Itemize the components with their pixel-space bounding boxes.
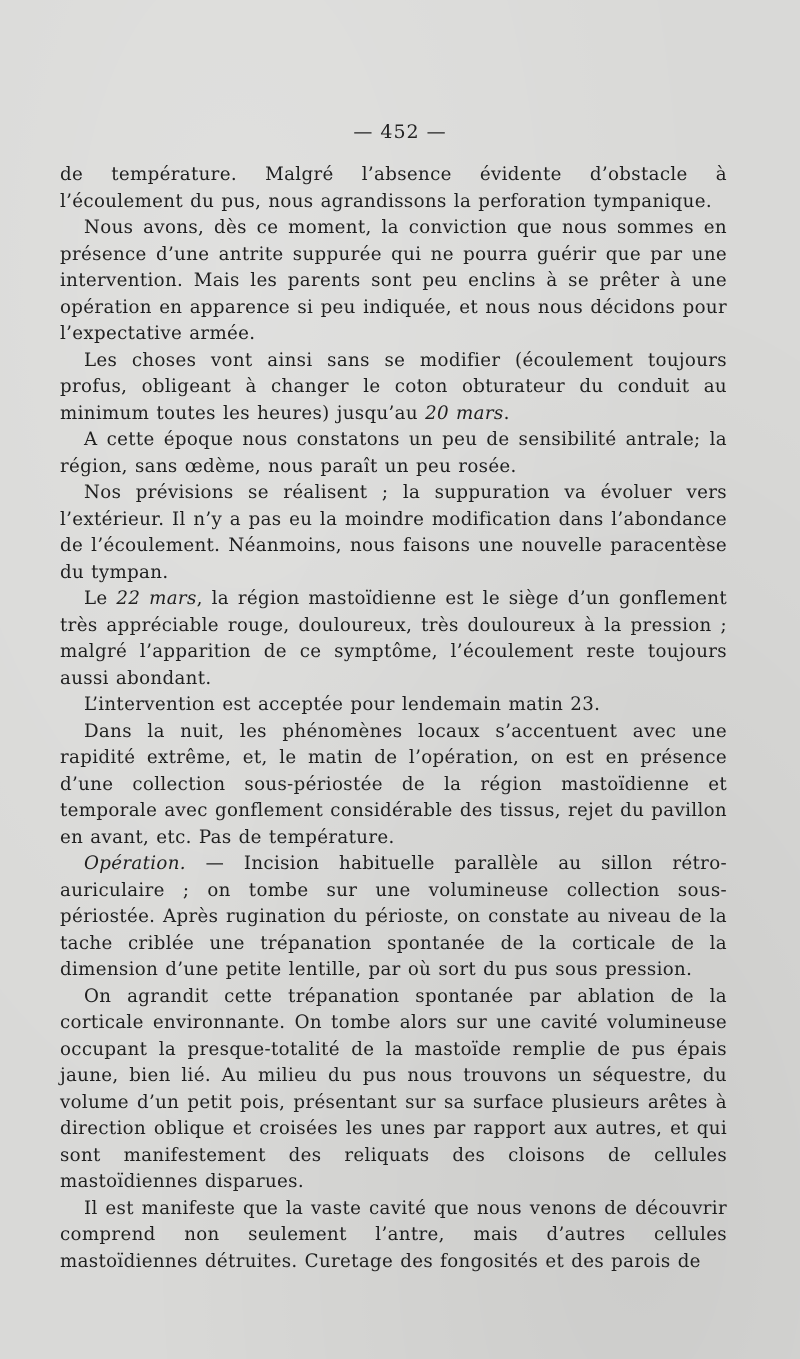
- paragraph-10: On agrandit cette trépanation spontanée par ablation de la corticale environnante. On tombe alors sur une cavité volumineuse occupant la presque-totalité de la mastoïde remplie de pus épais jaune, bien lié. Au milieu du pus nous trouvons un séquestre, du volume d’un petit pois, présentant sur sa surface plusieurs arêtes à direction oblique et croisées les unes par rapport aux autres, et qui sont manifestement des reliquats des cloisons de cellules mastoïdiennes disparues.: [60, 985, 727, 1192]
- page-number: — 452 —: [353, 121, 447, 143]
- paragraph-3-end: .: [503, 402, 510, 424]
- paragraph-6: [60, 586, 727, 692]
- operation-label: Opération.: [84, 853, 186, 874]
- paragraph-8: Dans la nuit, les phénomènes locaux s’accentuent avec une rapidité extrême, et, le matin de l’opération, on est en présence d’une collection sous-périostée de la région mastoïdienne et temporale avec gonflement considérable des tissus, rejet du pavillon en avant, etc. Pas de température.: [60, 720, 727, 848]
- paragraph-3: [60, 348, 727, 428]
- paragraph-1: de température. Malgré l’absence évidente d’obstacle à l’écoulement du pus, nous agrandissons la perforation tympanique.: [60, 164, 727, 212]
- paragraph-7: L’intervention est acceptée pour lendemain matin 23.: [84, 694, 601, 715]
- date-22-mars: 22 mars: [116, 588, 197, 609]
- date-20-mars: 20 mars: [425, 402, 504, 424]
- body-text: [60, 162, 727, 1275]
- paragraph-9: [60, 851, 727, 984]
- paragraph-5: Nos prévisions se réalisent ; la suppuration va évoluer vers l’extérieur. Il n’y a pas eu la moindre modification dans l’abondance de l’écoulement. Néanmoins, nous faisons une nouvelle paracentèse du tympan.: [60, 482, 727, 583]
- paragraph-6-text: , la région mastoïdienne est le siège d’un gonflement très appréciable rouge, douloureux, très douloureux à la pression ; malgré l’apparition de ce symptôme, l’écoulement reste toujours aussi abondant.: [60, 588, 727, 689]
- paragraph-9-text: — Incision habituelle parallèle au sillon rétro-auriculaire ; on tombe sur une volumineuse collection sous-périostée. Après rugination du périoste, on constate au niveau de la tache criblée une trépanation spontanée de la corticale de la dimension d’une petite lentille, par où sort du pus sous pression.: [60, 853, 727, 980]
- paragraph-11: Il est manifeste que la vaste cavité que nous venons de découvrir comprend non seulement l’antre, mais d’autres cellules mastoïdiennes détruites. Curetage des fongosités et des parois de: [60, 1197, 727, 1272]
- paragraph-4: A cette époque nous constatons un peu de sensibilité antrale; la région, sans œdème, nous paraît un peu rosée.: [60, 429, 727, 477]
- paragraph-6-start: Le: [84, 588, 117, 609]
- paragraph-3-text: Les choses vont ainsi sans se modifier (écoulement toujours profus, obligeant à changer le coton obturateur du conduit au minimum toutes les heures) jusqu’au: [60, 349, 727, 424]
- paragraph-2: Nous avons, dès ce moment, la conviction que nous sommes en présence d’une antrite suppurée qui ne pourra guérir que par une intervention. Mais les parents sont peu enclins à se prêter à une opération en apparence si peu indiquée, et nous nous décidons pour l’expectative armée.: [60, 217, 727, 344]
